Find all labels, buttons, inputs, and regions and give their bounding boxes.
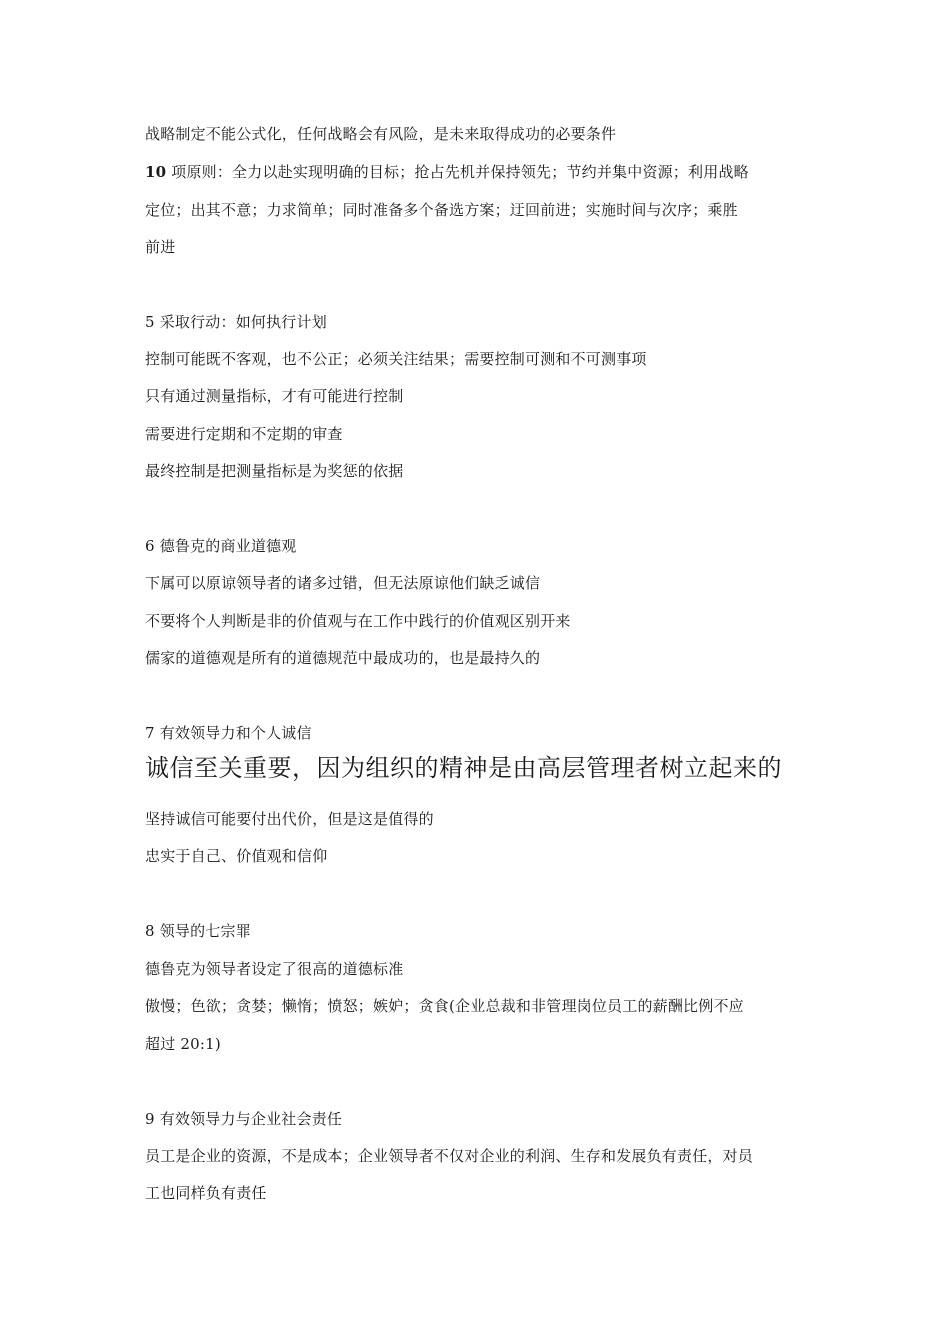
section-9-line-1: 员工是企业的资源，不是成本；企业领导者不仅对企业的利润、生存和发展负有责任，对员 [145, 1147, 754, 1165]
principles-line-2: 定位；出其不意；力求简单；同时准备多个备选方案；迂回前进；实施时间与次序；乘胜 [145, 201, 738, 219]
section-heading-7: 7 有效领导力和个人诚信 [145, 724, 312, 742]
section-8-line-1: 德鲁克为领导者设定了很高的道德标准 [145, 960, 404, 978]
section-heading-9: 9 有效领导力与企业社会责任 [145, 1110, 343, 1128]
section-8-line-3: 超过 20:1) [145, 1035, 221, 1053]
strategy-text-line: 战略制定不能公式化，任何战略会有风险，是未来取得成功的必要条件 [145, 125, 617, 143]
principles-line-3: 前进 [145, 238, 176, 256]
section-7-line-1: 坚持诚信可能要付出代价，但是这是值得的 [145, 810, 434, 828]
principles-text: 项原则：全力以赴实现明确的目标；抢占先机并保持领先；节约并集中资源；利用战略 [171, 163, 749, 181]
section-7-line-2: 忠实于自己、价值观和信仰 [145, 847, 328, 865]
section-heading-8: 8 领导的七宗罪 [145, 922, 251, 940]
section-6-line-1: 下属可以原谅领导者的诸多过错，但无法原谅他们缺乏诚信 [145, 574, 541, 592]
section-5-line-2: 只有通过测量指标，才有可能进行控制 [145, 387, 404, 405]
section-5-line-4: 最终控制是把测量指标是为奖惩的依据 [145, 462, 404, 480]
section-6-line-3: 儒家的道德观是所有的道德规范中最成功的，也是最持久的 [145, 649, 541, 667]
section-heading-5: 5 采取行动：如何执行计划 [145, 313, 327, 331]
section-5-line-3: 需要进行定期和不定期的审查 [145, 425, 343, 443]
section-5-line-1: 控制可能既不客观，也不公正；必须关注结果；需要控制可测和不可测事项 [145, 350, 647, 368]
section-6-line-2: 不要将个人判断是非的价值观与在工作中践行的价值观区别开来 [145, 612, 571, 630]
principles-line-1 [145, 162, 810, 182]
section-8-line-2: 傲慢；色欲；贪婪；懒惰；愤怒；嫉妒；贪食(企业总裁和非管理岗位员工的薪酬比例不应 [145, 997, 744, 1015]
principles-number: 10 [145, 163, 167, 181]
section-heading-6: 6 德鲁克的商业道德观 [145, 537, 297, 555]
section-9-line-2: 工也同样负有责任 [145, 1184, 267, 1202]
section-7-highlight: 诚信至关重要，因为组织的精神是由高层管理者树立起来的 [145, 754, 782, 782]
